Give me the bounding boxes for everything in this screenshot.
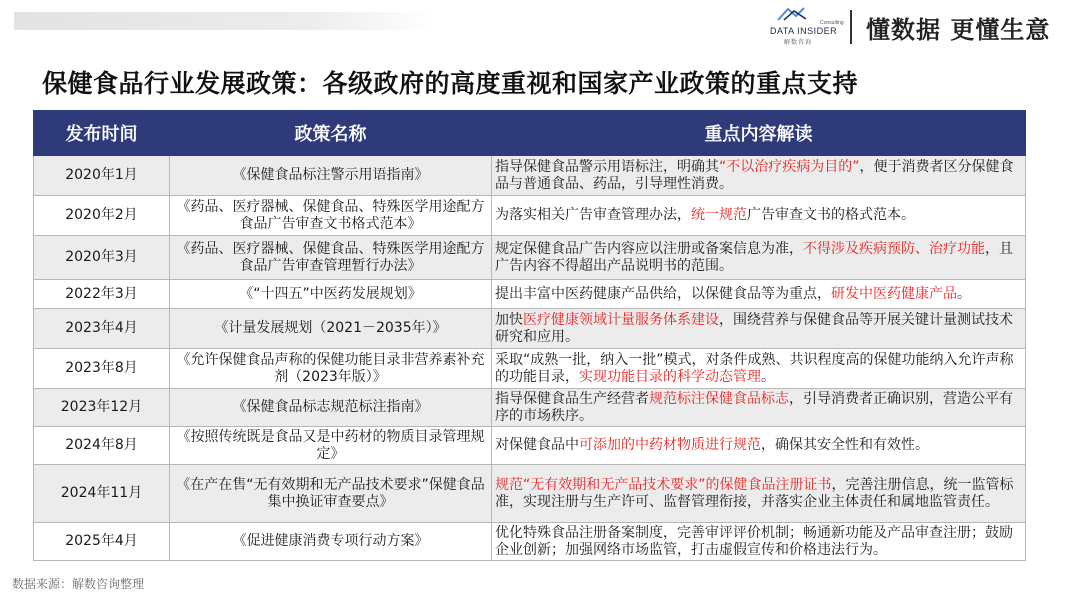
highlighted-text: 可添加的中药材物质进行规范: [579, 437, 761, 453]
policy-date: 2024年8月: [34, 427, 170, 465]
content-text: ，围绕营养与保健食品等开展关键计量测试技术研究和应用。: [495, 311, 1013, 345]
top-decorative-bar: [14, 12, 434, 30]
logo-name-text: DATA INSIDER: [770, 26, 838, 36]
table-row: [34, 236, 1026, 280]
policy-content: [492, 465, 1026, 523]
policy-date: 2025年4月: [34, 523, 170, 561]
policy-name: 《在产在售“无有效期和无产品技术要求”保健食品集中换证审查要点》: [170, 465, 492, 523]
policy-name: 《按照传统既是食品又是中药材的物质目录管理规定》: [170, 427, 492, 465]
policy-date: 2020年2月: [34, 196, 170, 236]
data-source-note: 数据来源：解数咨询整理: [12, 577, 145, 591]
policy-name: 《允许保健食品声称的保健功能目录非营养素补充剂（2023年版）》: [170, 349, 492, 389]
highlighted-text: 规范“无有效期和无产品技术要求”的保健食品注册证书: [495, 476, 832, 493]
policy-name: 《保健食品标志规范标注指南》: [170, 389, 492, 427]
table-row: [34, 309, 1026, 349]
policy-table-body: [34, 156, 1026, 561]
policy-name: 《“十四五”中医药发展规划》: [170, 280, 492, 309]
content-text: 规定保健食品广告内容应以注册或备案信息为准，: [495, 240, 803, 257]
table-row: [34, 349, 1026, 389]
policy-date: 2022年3月: [34, 280, 170, 309]
content-text: ，且广告内容不得超出产品说明书的范围。: [495, 240, 1013, 274]
column-header-policy-name: 政策名称: [170, 111, 492, 156]
column-header-content: 重点内容解读: [492, 111, 1026, 156]
table-row: [34, 280, 1026, 309]
policy-content: [492, 309, 1026, 349]
logo-cn-text: 解数咨询: [784, 39, 813, 46]
policy-content: [492, 196, 1026, 236]
policy-table: [33, 110, 1026, 561]
policy-date: 2023年12月: [34, 389, 170, 427]
policy-content: [492, 523, 1026, 561]
policy-name: 《计量发展规划（2021－2035年）》: [170, 309, 492, 349]
highlighted-text: 实现功能目录的科学动态管理: [579, 368, 761, 385]
content-text: 优化特殊食品注册备案制度，完善审评评价机制；畅通新功能及产品审查注册；鼓励企业创新；加强网络市场监管，打击虚假宣传和价格违法行为。: [495, 524, 1013, 558]
content-text: 对保健食品中: [495, 437, 579, 453]
content-text: 提出丰富中医药健康产品供给，以保健食品等为重点，: [495, 285, 831, 302]
table-row: [34, 465, 1026, 523]
policy-content: [492, 349, 1026, 389]
highlighted-text: 医疗健康领域计量服务体系建设: [523, 311, 719, 328]
content-text: ，完善注册信息，统一监管标准，实现注册与生产许可、监督管理衔接，并落实企业主体责任和属地监管责任。: [495, 476, 1014, 510]
content-text: 采取“成熟一批，纳入一批”模式，对条件成熟、共识程度高的保健功能纳入允许声称的功能目录，: [495, 351, 1014, 385]
table-row: [34, 389, 1026, 427]
highlighted-text: 研发中医药健康产品: [831, 285, 957, 302]
table-row: [34, 523, 1026, 561]
policy-name: 《促进健康消费专项行动方案》: [170, 523, 492, 561]
policy-content: [492, 280, 1026, 309]
table-header-row: [34, 111, 1026, 156]
highlighted-text: 不得涉及疾病预防、治疗功能: [803, 240, 985, 257]
highlighted-text: 规范标注保健食品标志: [649, 390, 789, 407]
content-text: 。: [957, 285, 971, 302]
policy-name: 《保健食品标注警示用语指南》: [170, 156, 492, 196]
table-row: [34, 427, 1026, 465]
content-text: 指导保健食品生产经营者: [495, 390, 649, 407]
logo-mark-icon: [776, 6, 810, 22]
policy-content: [492, 156, 1026, 196]
policy-date: 2024年11月: [34, 465, 170, 523]
policy-date: 2020年1月: [34, 156, 170, 196]
table-row: [34, 156, 1026, 196]
policy-content: [492, 427, 1026, 465]
policy-date: 2023年8月: [34, 349, 170, 389]
page-title: 保健食品行业发展政策：各级政府的高度重视和国家产业政策的重点支持: [42, 69, 859, 98]
highlighted-text: 统一规范: [691, 207, 747, 223]
content-text: 指导保健食品警示用语标注，明确其: [495, 158, 719, 175]
column-header-date: 发布时间: [34, 111, 170, 156]
policy-name: 《药品、医疗器械、保健食品、特殊医学用途配方食品广告审查管理暂行办法》: [170, 236, 492, 280]
content-text: 加快: [495, 311, 523, 328]
policy-date: 2020年3月: [34, 236, 170, 280]
policy-date: 2023年4月: [34, 309, 170, 349]
content-text: ，引导消费者正确识别，营造公平有序的市场秩序。: [495, 390, 1013, 424]
content-text: ，便于消费者区分保健食品与普通食品、药品，引导理性消费。: [495, 158, 1014, 192]
policy-name: 《药品、医疗器械、保健食品、特殊医学用途配方食品广告审查文书格式范本》: [170, 196, 492, 236]
content-text: 为落实相关广告审查管理办法，: [495, 207, 691, 223]
content-text: 广告审查文书的格式范本。: [747, 207, 915, 223]
policy-content: [492, 236, 1026, 280]
header-divider: [850, 10, 852, 44]
slogan: 懂数据 更懂生意: [866, 16, 1051, 44]
policy-content: [492, 389, 1026, 427]
logo-consulting-text: Consulting: [820, 20, 844, 26]
table-row: [34, 196, 1026, 236]
content-text: 。: [761, 368, 775, 385]
highlighted-text: “不以治疗疾病为目的”: [719, 158, 860, 175]
content-text: ，确保其安全性和有效性。: [761, 437, 929, 453]
data-insider-logo: [770, 6, 846, 46]
